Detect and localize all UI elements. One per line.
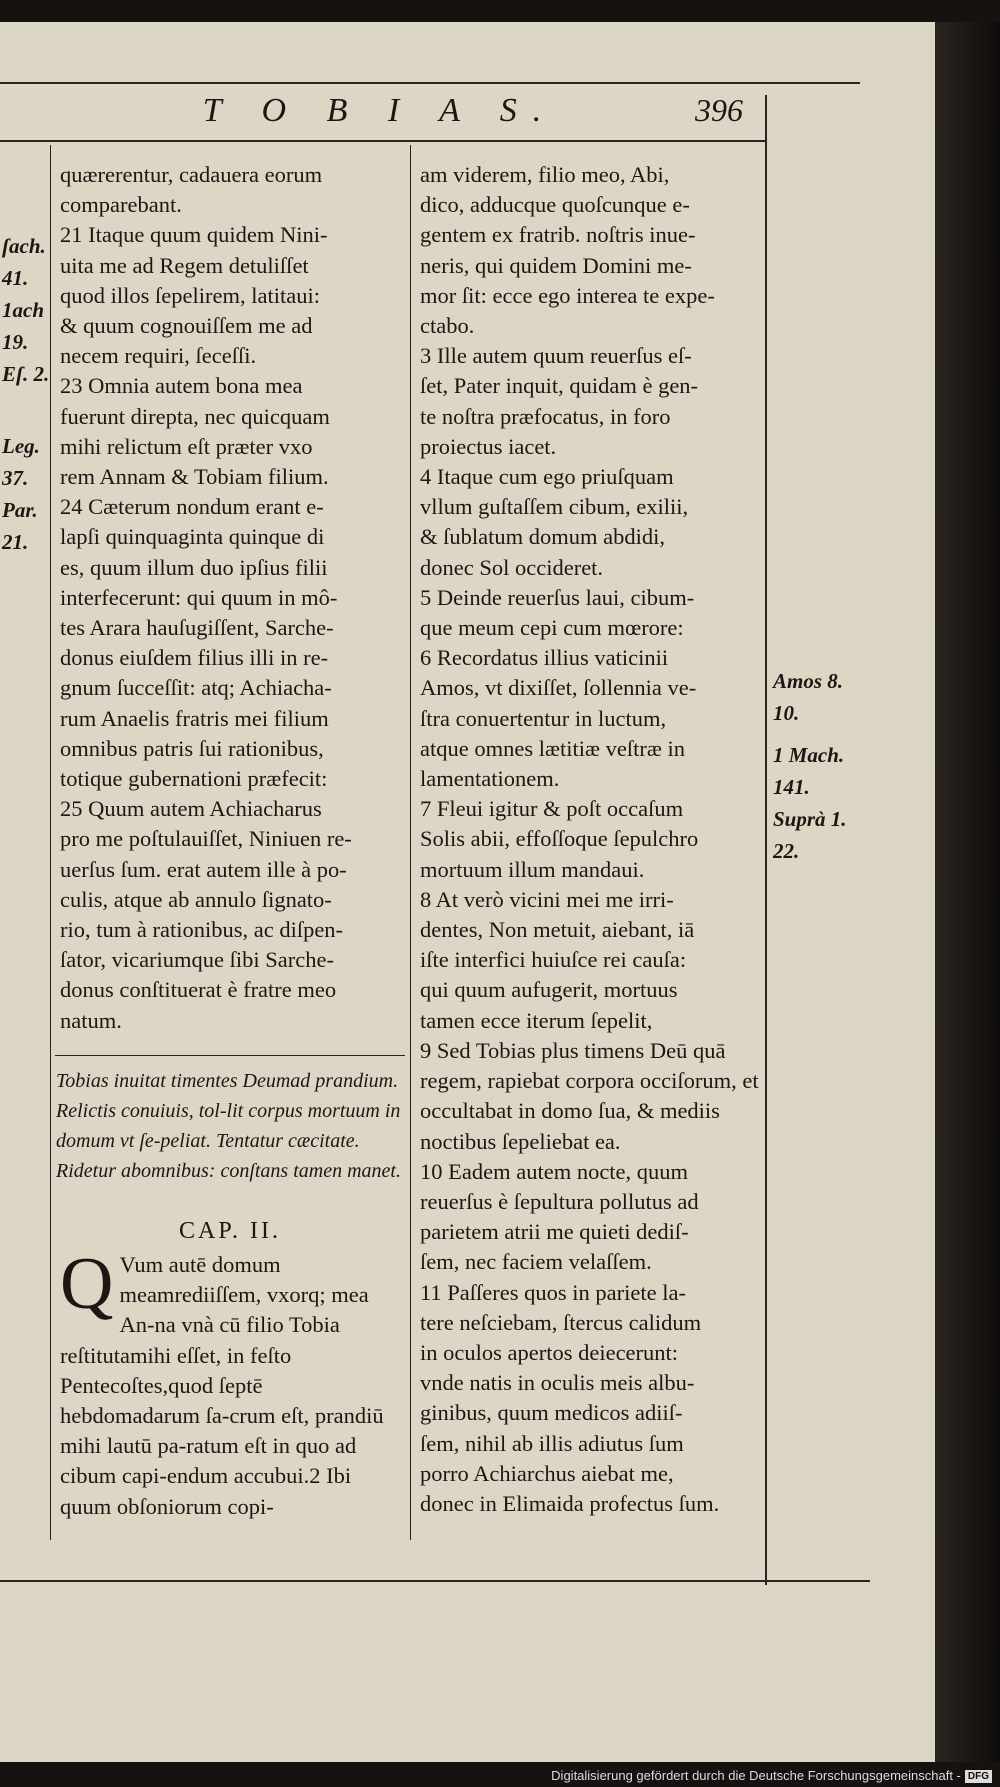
chapter-summary — [56, 1066, 404, 1186]
text-line: rum Anaelis fratris mei filium — [60, 705, 329, 731]
margin-note: 22. — [773, 839, 800, 863]
text-line: 21 Itaque quum quidem Nini- — [60, 222, 328, 248]
text-line: donus eiuſdem filius illi in re- — [60, 645, 329, 671]
text-line: vnde natis in oculis meis albu- — [420, 1370, 695, 1396]
text-line: rio, tum à rationibus, ac diſpen- — [60, 917, 344, 943]
margin-note: 41. — [2, 266, 29, 290]
text-line: te noſtra præfocatus, in foro — [420, 403, 671, 429]
margin-note: Suprà 1. — [773, 807, 847, 831]
text-line: ſtra conuertentur in luctum, — [420, 705, 667, 731]
left-margin-notes — [2, 230, 50, 558]
header-rule — [0, 82, 860, 84]
text-line: ſem, nec faciem velaſſem. — [420, 1249, 652, 1275]
text-line: necem requiri, ſeceſſi. — [60, 343, 257, 369]
text-line: ratum eſt in quo ad cibum capi- — [60, 1433, 357, 1489]
text-line: totique gubernationi præfecit: — [60, 766, 328, 792]
text-line: qui quum aufugerit, mortuus — [420, 977, 678, 1003]
left-margin-rule — [50, 145, 51, 1540]
text-line: dentes, Non metuit, aiebant, iā — [420, 917, 695, 943]
right-rule — [765, 95, 767, 1585]
chapter-heading: CAP. II. — [178, 1218, 281, 1244]
right-column — [420, 160, 759, 1519]
text-line: & quum cognouiſſem me ad — [60, 313, 313, 339]
text-line: 6 Recordatus illius vaticinii — [420, 645, 669, 671]
summary-line: ad prandium. Relictis conuiuis, tol- — [56, 1070, 399, 1122]
text-line: vllum guſtaſſem cibum, exilii, — [420, 494, 689, 520]
summary-line: omnibus: conſtans tamen manet. — [141, 1160, 401, 1182]
text-line: tes Arara hauſugiſſent, Sarche- — [60, 615, 334, 641]
text-line: dico, adducque quoſcunque e- — [420, 192, 690, 218]
margin-note: 10. — [773, 701, 800, 725]
text-line: ſem, nihil ab illis adiutus ſum — [420, 1430, 684, 1456]
text-line: proiectus iacet. — [420, 433, 557, 459]
margin-note: 21. — [2, 530, 29, 554]
summary-line: peliat. Tentatur cæcitate. Ridetur ab — [56, 1130, 360, 1182]
margin-note: 37. — [2, 466, 29, 490]
text-line: 11 Paſſeres quos in pariete la- — [420, 1279, 686, 1305]
text-line: 23 Omnia autem bona mea — [60, 373, 303, 399]
text-line: fuerunt direpta, nec quicquam — [60, 403, 330, 429]
text-line: na vnà cū filio Tobia reſtituta — [60, 1312, 340, 1368]
text-line: iſte interfici huiuſce rei cauſa: — [420, 947, 687, 973]
text-line: tere neſciebam, ſtercus calidum — [420, 1309, 702, 1335]
text-line: 4 Itaque cum ego priuſquam — [420, 464, 674, 490]
text-line: pro me poſtulauiſſet, Niniuen re- — [60, 826, 352, 852]
text-line: endum accubui. — [166, 1463, 310, 1489]
margin-note: Leg. — [2, 434, 40, 458]
summary-line: Tobias inuitat timentes Deum — [56, 1070, 291, 1092]
text-line: mortuum illum mandaui. — [420, 856, 645, 882]
page-edge-shadow — [935, 22, 1000, 1762]
text-line: donus conſtituerat è fratre meo — [60, 977, 337, 1003]
text-line: ſator, vicariumque ſibi Sarche- — [60, 947, 334, 973]
summary-top-rule — [55, 1055, 405, 1056]
credit-text: Digitalisierung gefördert durch die Deutsche Forschungsgemeinschaft - — [551, 1767, 961, 1783]
text-line: gnum ſucceſſit: atq; Achiacha- — [60, 675, 332, 701]
text-line: es, quum illum duo ipſius filii — [60, 554, 328, 580]
text-line: occultabat in domo ſua, & mediis — [420, 1098, 720, 1124]
text-line: porro Achiarchus aiebat me, — [420, 1460, 674, 1486]
text-line: comparebant. — [60, 192, 182, 218]
header-rule-under — [0, 140, 765, 142]
text-line: ctabo. — [420, 313, 475, 339]
text-line: reuerſus è ſepultura pollutus ad — [420, 1188, 699, 1214]
text-line: quærerentur, cadauera eorum — [60, 162, 323, 187]
margin-note: Par. — [2, 498, 38, 522]
bottom-rule — [0, 1580, 870, 1582]
text-line: Amos, vt dixiſſet, ſollennia ve- — [420, 675, 697, 701]
margin-note: ſach. — [2, 234, 46, 258]
text-line: am viderem, filio meo, Abi, — [420, 162, 670, 187]
text-line: donec in Elimaida profectus ſum. — [420, 1490, 720, 1516]
text-line: mihi eſſet, in feſto Pentecoſtes, — [60, 1342, 292, 1398]
text-line: parietem atrii me quieti dediſ- — [420, 1219, 689, 1245]
text-line: lapſi quinquaginta quinque di — [60, 524, 325, 550]
text-line: 7 Fleui igitur & poſt occaſum — [420, 796, 684, 822]
text-line: gentem ex fratrib. noſtris inue- — [420, 222, 696, 248]
summary-line: lit corpus mortuum in domum vt ſe- — [56, 1100, 401, 1152]
chapter-body — [60, 1243, 405, 1522]
margin-note: 1 Mach. — [773, 743, 845, 767]
dfg-logo: DFG — [965, 1770, 992, 1783]
text-line: 3 Ille autem quum reuerſus eſ- — [420, 343, 692, 369]
text-line: rediiſſem, vxorq; mea An- — [119, 1282, 369, 1338]
running-head: T O B I A S. — [202, 92, 558, 129]
text-line: 2 Ibi quum obſoniorum copi- — [60, 1463, 352, 1519]
text-line: 25 Quum autem Achiacharus — [60, 796, 322, 822]
text-line: uerſus ſum. erat autem ille à po- — [60, 856, 347, 882]
text-line: ſet, Pater inquit, quidam è gen- — [420, 373, 699, 399]
margin-note: 19. — [2, 330, 29, 354]
right-margin-notes — [773, 665, 883, 867]
text-line: crum eſt, prandiū mihi lautū pa- — [60, 1403, 384, 1459]
text-line: rem Annam & Tobiam filium. — [60, 464, 329, 490]
text-line: 10 Eadem autem nocte, quum — [420, 1158, 689, 1184]
text-line: quod illos ſepelirem, latitaui: — [60, 282, 320, 308]
text-line: 9 Sed Tobias plus timens Deū quā — [420, 1037, 726, 1063]
text-line: in oculos apertos deiecerunt: — [420, 1339, 679, 1365]
margin-note: 1ach — [2, 298, 44, 322]
text-line: culis, atque ab annulo ſignato- — [60, 886, 332, 912]
text-line: donec Sol occideret. — [420, 554, 604, 580]
text-line: natum. — [60, 1007, 122, 1033]
text-line: & ſublatum domum abdidi, — [420, 524, 665, 550]
text-line: quod ſeptē hebdomadarum ſa- — [60, 1372, 263, 1429]
text-line: 8 At verò vicini mei me irri- — [420, 886, 674, 912]
text-line: ginibus, quum medicos adiiſ- — [420, 1400, 683, 1426]
text-line: mor ſit: ecce ego interea te expe- — [420, 282, 715, 308]
text-line: 24 Cæterum nondum erant e- — [60, 494, 324, 520]
text-line: interfecerunt: qui quum in mô- — [60, 584, 338, 610]
text-line: atque omnes lætitiæ veſtræ in — [420, 735, 685, 761]
text-line: noctibus ſepeliebat ea. — [420, 1128, 621, 1154]
margin-note: Amos 8. — [773, 669, 844, 693]
text-line: regem, rapiebat corpora occiſorum, et — [420, 1068, 759, 1094]
digitization-credit — [551, 1768, 992, 1783]
text-line: Vum autē domum meam — [119, 1252, 281, 1308]
margin-note: 141. — [773, 775, 810, 799]
text-line: omnibus patris ſui rationibus, — [60, 735, 324, 761]
drop-cap: Q — [60, 1243, 114, 1325]
text-line: Solis abii, effoſſoque ſepulchro — [420, 826, 699, 852]
text-line: uita me ad Regem detuliſſet — [60, 252, 309, 278]
text-line: tamen ecce iterum ſepelit, — [420, 1007, 653, 1033]
text-line: 5 Deinde reuerſus laui, cibum- — [420, 584, 695, 610]
text-line: lamentationem. — [420, 766, 560, 792]
left-column — [60, 160, 405, 1036]
text-line: que meum cepi cum mœrore: — [420, 615, 684, 641]
column-divider — [410, 145, 411, 1540]
page-number: 396 — [695, 92, 743, 128]
text-line: neris, qui quidem Domini me- — [420, 252, 692, 278]
text-line: mihi relictum eſt præter vxo — [60, 433, 313, 459]
margin-note: Eſ. 2. — [2, 362, 50, 386]
